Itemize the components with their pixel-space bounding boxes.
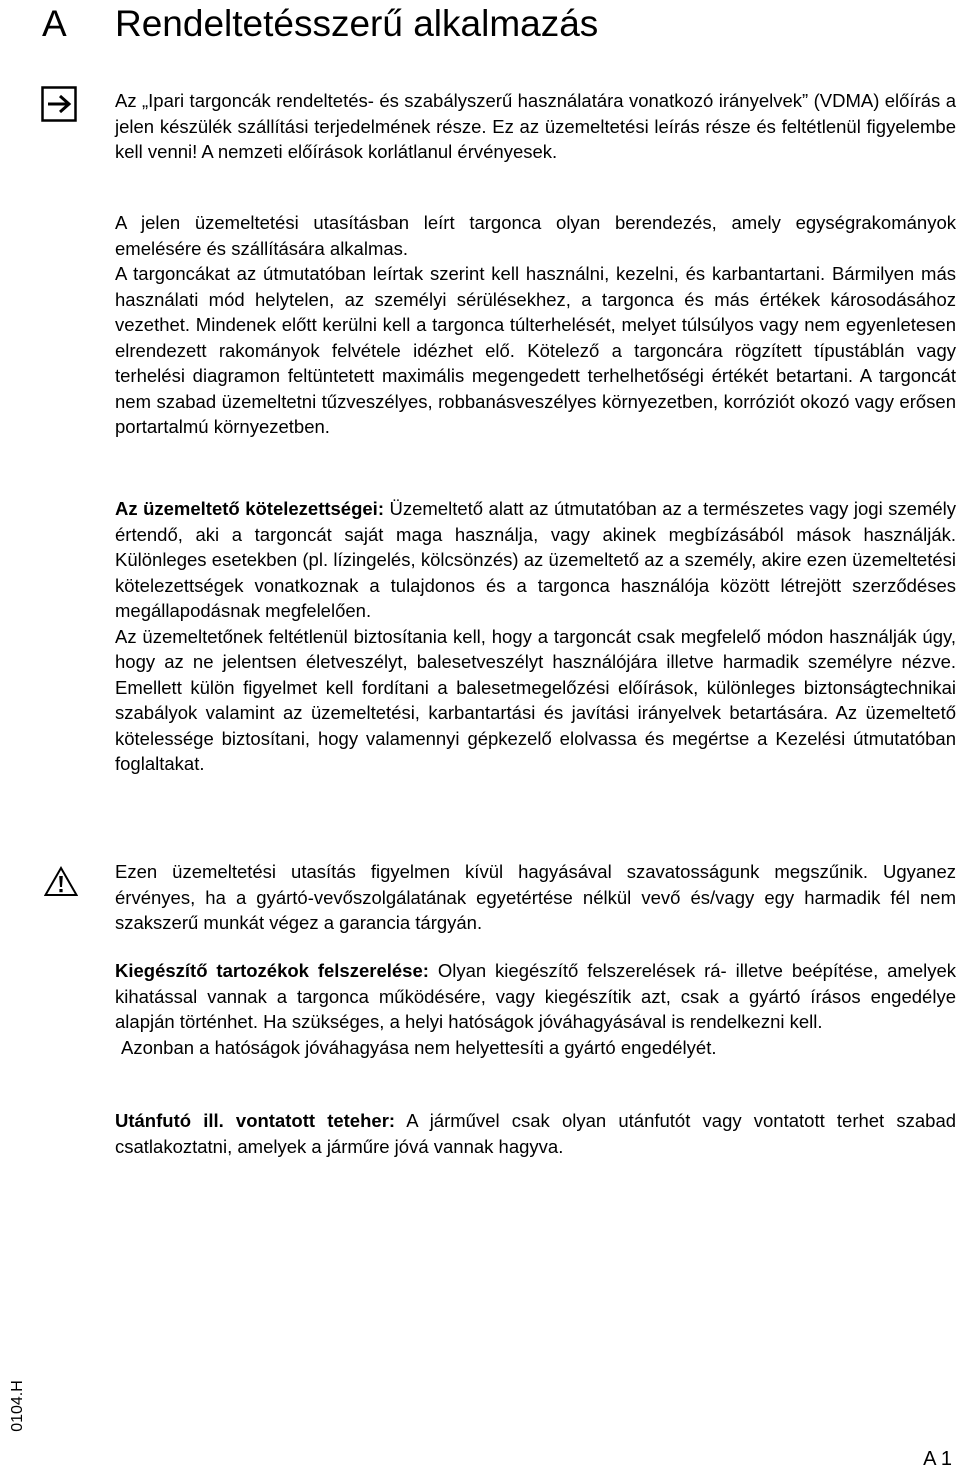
- page-title: Rendeltetésszerű alkalmazás: [115, 3, 599, 44]
- operator-section: [115, 496, 956, 777]
- document-code: 0104.H: [9, 1380, 26, 1432]
- page-header: [0, 0, 960, 60]
- trailer-section: [115, 1108, 956, 1159]
- operator-text-2: Az üzemeltetőnek feltétlenül biztosítania kell, hogy a targoncát csak megfelelő módon használják úgy, hogy az ne jelentsen életveszélyt, balesetveszélyt használójára illetve harmadik személyre nézve. Emellett külön figyelmet kell fordítani a balesetmegelőzési előírások, különleges biztonságtechnikai szabályok valamint az üzemeltetési, karbantartási és javítási irányelvek betartására. Az üzemeltető kötelessége biztosítani, hogy valamennyi gépkezelő elolvassa és megértse a Kezelési útmutatóban foglaltakat.: [115, 625, 956, 774]
- warning-section: [115, 859, 956, 936]
- warning-triangle-icon: [44, 866, 78, 897]
- intro-text: Az „Ipari targoncák rendeltetés- és szabályszerű használatára vonatkozó irányelvek” (VDMA) előírás a jelen készülék szállítási terjedelmének része. Ez az üzemeltetési leírás része és feltétlenül figyelembe kell venni! A nemzeti előírások korlátlanul érvényesek.: [115, 90, 956, 162]
- accessories-heading: Kiegészítő tartozékok felszerelése:: [115, 960, 429, 981]
- accessories-text: Olyan kiegészítő felszerelések rá- illetve beépítése, amelyek kihatással vannak a targonca működésére, vagy kiegészítik azt, csak a gyártó írásos engedélye alapján történhet. Ha szükséges, a helyi hatóságok jóváhagyásával is rendelkezni kell.: [115, 960, 957, 1032]
- purpose-section: [115, 210, 956, 440]
- operator-text: Üzemeltető alatt az útmutatóban az a természetes vagy jogi személy értendő, aki a targoncát saját maga használja, vagy akinek megbízásából mások használják. Különleges esetekben (pl. lízingelés, kölcsönzés) az üzemeltető az a személy, akire ezen üzemeltetési kötelezettségek vonatkoznak a tulajdonos és a targonca használója között létrejött szerződéses megállapodásnak megfelelően.: [115, 498, 956, 621]
- operator-heading: Az üzemeltető kötelezettségei:: [115, 498, 384, 519]
- boxed-arrow-icon: [41, 86, 77, 122]
- intro-paragraph: [115, 88, 956, 165]
- trailer-paragraph: [115, 1108, 956, 1159]
- accessories-section: [115, 958, 956, 1060]
- accessories-note: Azonban a hatóságok jóváhagyása nem helyettesíti a gyártó engedélyét.: [121, 1036, 717, 1058]
- accessories-paragraph: [115, 958, 956, 1035]
- usage-text: A targoncákat az útmutatóban leírtak szerint kell használni, kezelni, és karbantartani. Bármilyen más használati mód helytelen, az személyi sérülésekhez, a targonca és más értékek károsodásához vezethet. Mindenek előtt kerülni kell a targonca túlterhelését, melyet túlsúlyos vagy nem egyenletesen elrendezett rakományok felvétele idézhet elő. Kötelező a targoncára rögzített típustáblán vagy terhelési diagramon feltüntetett maximális megengedett terhelhetőségi értékét betartani. A targoncát nem szabad üzemeltetni tűzveszélyes, robbanásveszélyes környezetben, korróziót okozó vagy erősen portartalmú környezetben.: [115, 263, 956, 437]
- chapter-letter: A: [42, 3, 67, 44]
- operator-paragraph: [115, 496, 956, 624]
- purpose-text: A jelen üzemeltetési utasításban leírt targonca olyan berendezés, amely egységrakományok emelésére és szállítására alkalmas.: [115, 212, 956, 259]
- page-number: A 1: [923, 1448, 952, 1470]
- warning-text: Ezen üzemeltetési utasítás figyelmen kívül hagyásával szavatosságunk megszűnik. Ugyanez érvényes, ha a gyártó-vevőszolgálatának egyetértése nélkül vevő és/vagy egy harmadik fél nem szakszerű munkát végez a garancia tárgyán.: [115, 861, 956, 933]
- trailer-text: A járművel csak olyan utánfutót vagy vontatott terhet szabad csatlakoztatni, amelyek a járműre jóvá vannak hagyva.: [115, 1110, 957, 1157]
- trailer-heading: Utánfutó ill. vontatott teteher:: [115, 1110, 396, 1131]
